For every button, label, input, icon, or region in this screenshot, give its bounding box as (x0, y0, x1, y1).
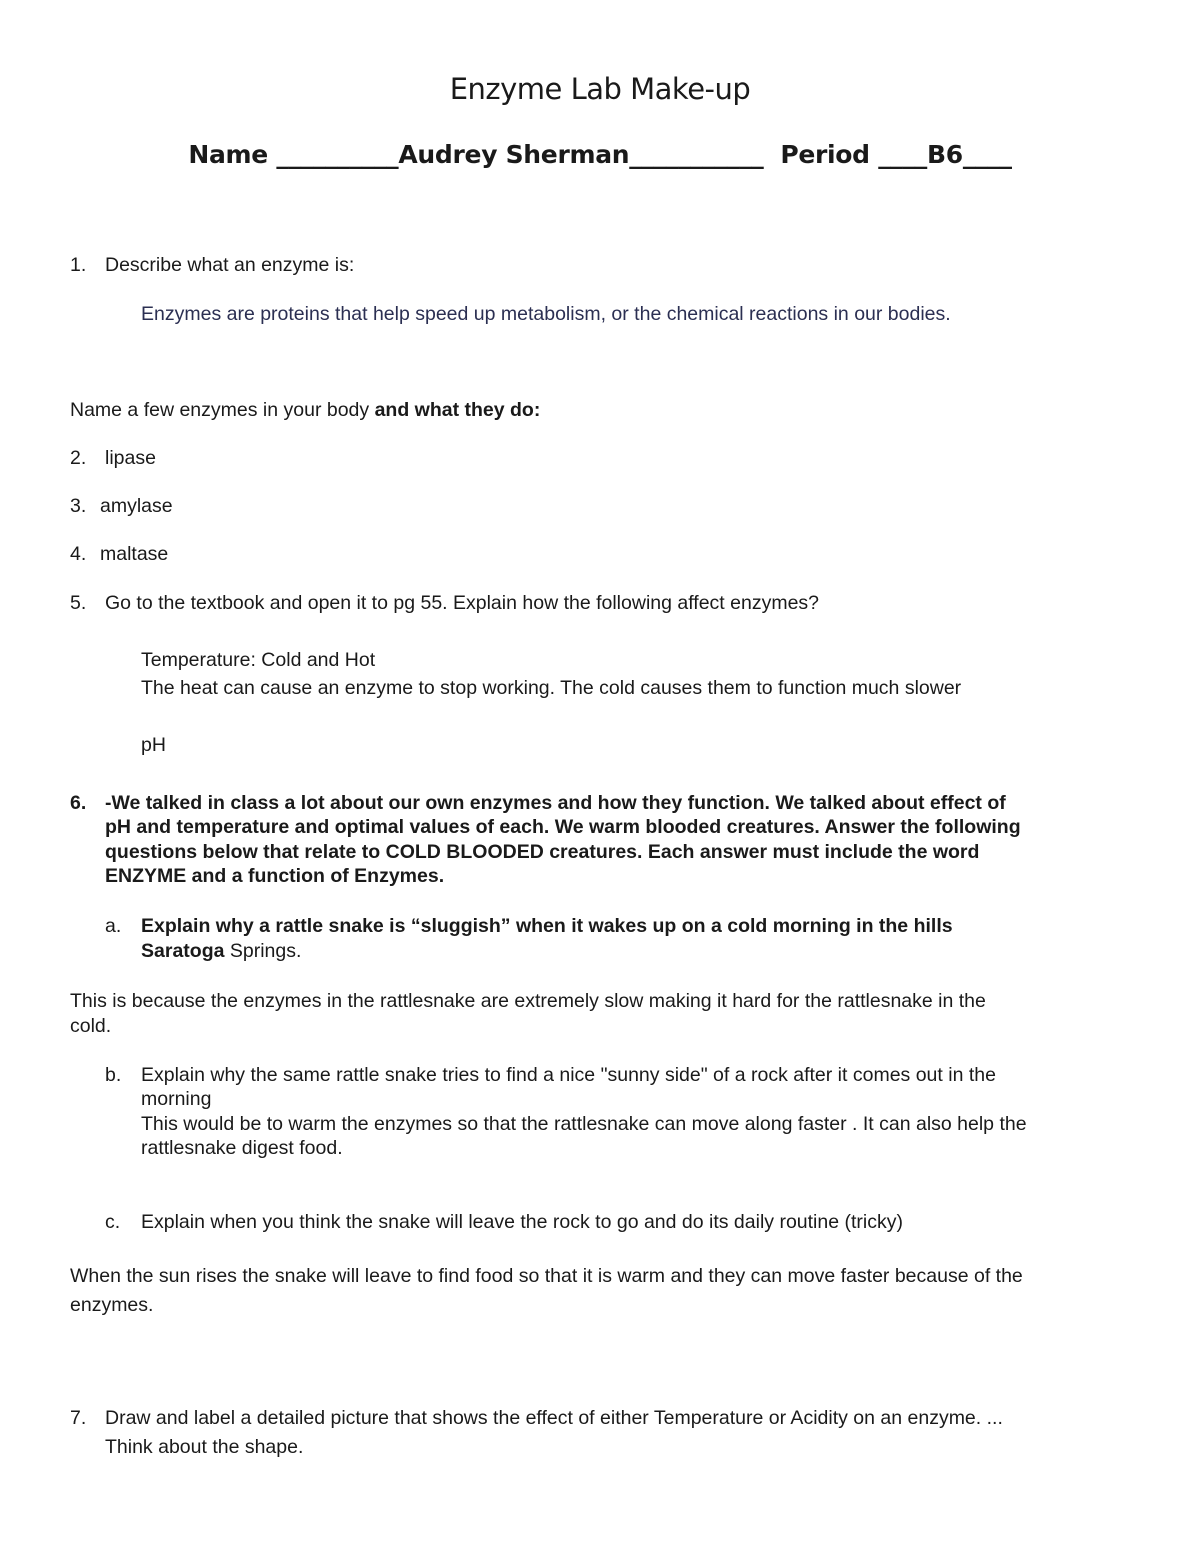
q2-answer: lipase (105, 447, 156, 469)
q3-answer: amylase (100, 495, 173, 517)
ph-label: pH (141, 734, 166, 756)
q7-line: Draw and label a detailed picture that shows the effect of either Temperature or Acidity on an enzyme. ... (105, 1407, 1003, 1429)
name-value: __________Audrey Sherman___________ (276, 140, 764, 169)
q6a-letter: a. (105, 915, 122, 937)
enzymes-prompt-bold: and what they do: (374, 399, 541, 421)
q6b-line: rattlesnake digest food. (141, 1137, 343, 1159)
q6a-answer-line: This is because the enzymes in the rattlesnake are extremely slow making it hard for the rattlesnake in the (70, 990, 986, 1012)
temperature-label: Temperature: Cold and Hot (141, 649, 376, 671)
q6a-saratoga: Saratoga (141, 940, 225, 962)
q5-number: 5. (70, 592, 87, 614)
q6-line: questions below that relate to COLD BLOODED creatures. Each answer must include the word (105, 841, 980, 863)
q6a-prompt-line1: Explain why a rattle snake is “sluggish” when it wakes up on a cold morning in the hills (141, 915, 953, 937)
q1-number: 1. (70, 254, 87, 276)
enzymes-prompt-plain: Name a few enzymes in your body (70, 399, 375, 421)
q7-number: 7. (70, 1407, 87, 1429)
q6c-answer-line: When the sun rises the snake will leave to find food so that it is warm and they can move faster because of the (70, 1265, 1023, 1287)
period-value: ____B6____ (878, 140, 1012, 169)
q1-prompt: Describe what an enzyme is: (105, 254, 355, 276)
q4-number: 4. (70, 543, 87, 565)
q6c-letter: c. (105, 1211, 121, 1233)
q4-answer: maltase (100, 543, 169, 565)
q6-line: ENZYME and a function of Enzymes. (105, 865, 445, 887)
q6b-line: morning (141, 1088, 212, 1110)
q6-number: 6. (70, 792, 87, 814)
q6b-line: This would be to warm the enzymes so that the rattlesnake can move along faster . It can also help the (141, 1113, 1027, 1135)
period-label: Period (780, 140, 879, 169)
q2-number: 2. (70, 447, 87, 469)
temperature-answer: The heat can cause an enzyme to stop working. The cold causes them to function much slower (141, 677, 962, 699)
name-period-line (0, 140, 1200, 169)
q6c-answer-line: enzymes. (70, 1294, 154, 1316)
q6b-letter: b. (105, 1064, 122, 1086)
q6-line: -We talked in class a lot about our own enzymes and how they function. We talked about effect of (105, 792, 1006, 814)
q3-number: 3. (70, 495, 87, 517)
q6-line: pH and temperature and optimal values of each. We warm blooded creatures. Answer the following (105, 816, 1021, 838)
name-label: Name (188, 140, 277, 169)
q6a-answer-line: cold. (70, 1015, 112, 1037)
q6c-prompt: Explain when you think the snake will leave the rock to go and do its daily routine (tricky) (141, 1211, 903, 1233)
q6a-springs: Springs. (224, 940, 302, 962)
q7-line: Think about the shape. (105, 1436, 304, 1458)
q5-prompt: Go to the textbook and open it to pg 55. Explain how the following affect enzymes? (105, 592, 820, 614)
q6a-prompt-line2 (141, 939, 301, 964)
document-title: Enzyme Lab Make-up (449, 72, 751, 106)
q6b-line: Explain why the same rattle snake tries to find a nice "sunny side" of a rock after it comes out in the (141, 1064, 996, 1086)
q1-answer: Enzymes are proteins that help speed up metabolism, or the chemical reactions in our bodies. (141, 303, 951, 325)
enzymes-prompt (70, 398, 540, 423)
